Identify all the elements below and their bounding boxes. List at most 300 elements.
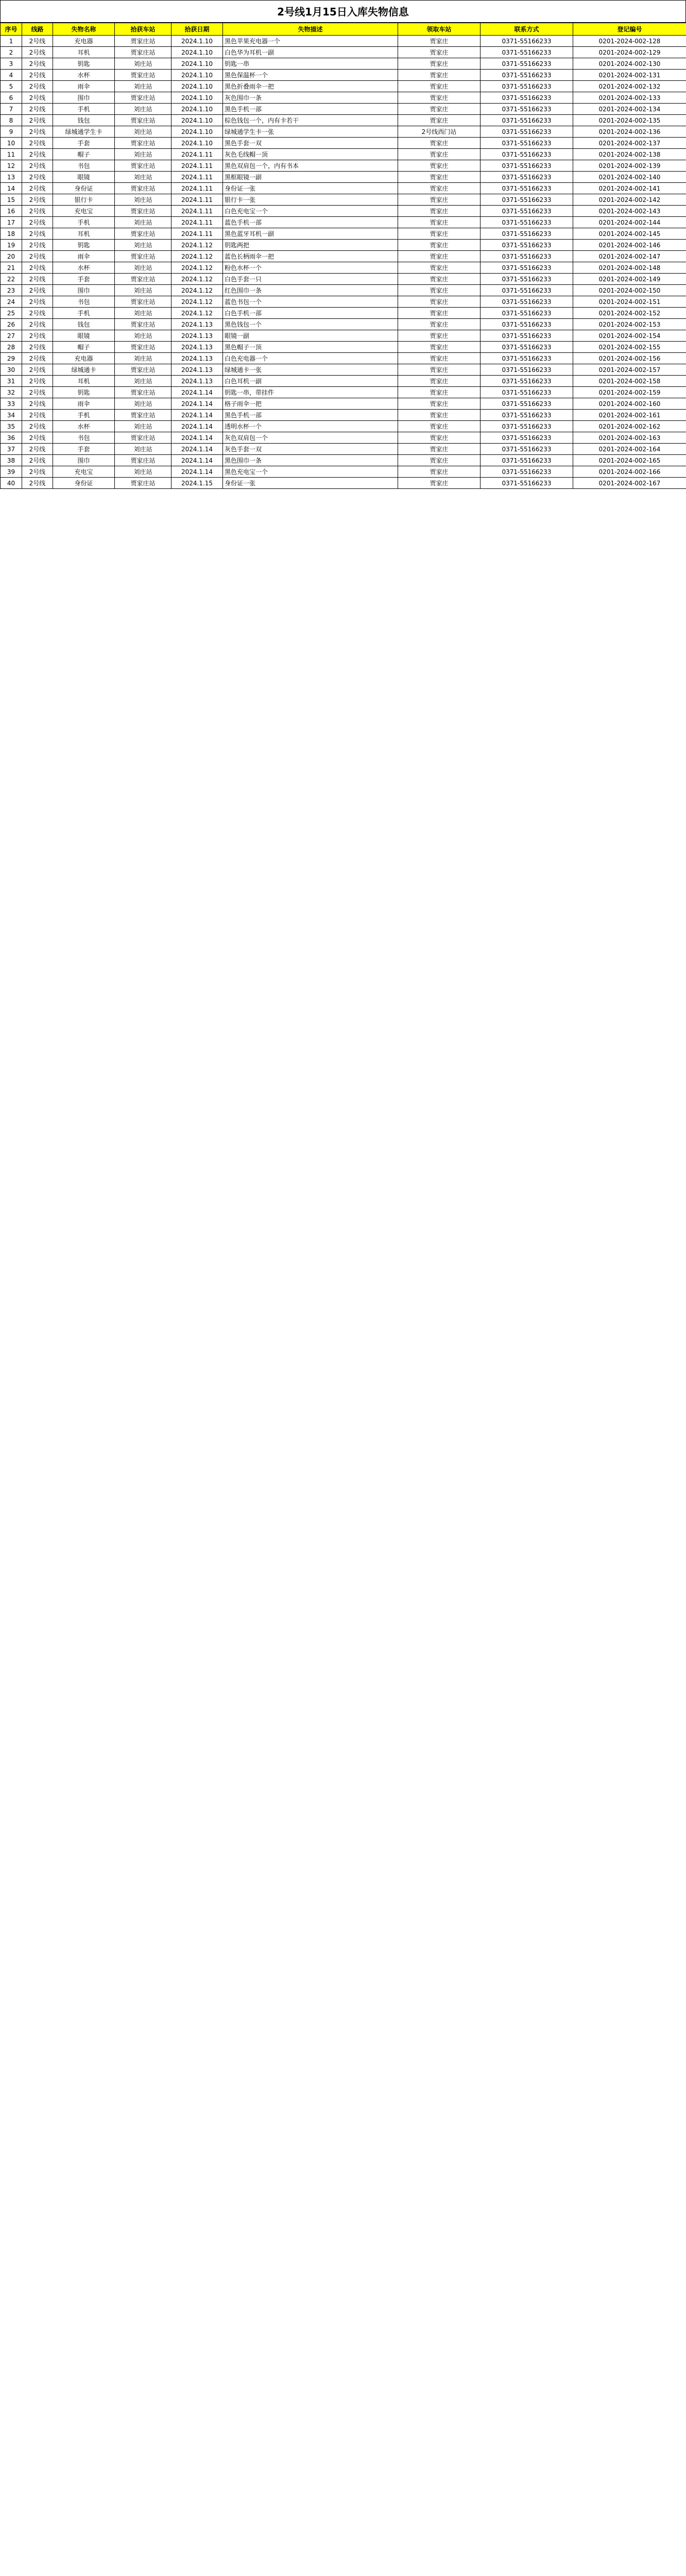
row-number: 21: [1, 262, 22, 274]
register-code-cell: 0201-2024-002-143: [573, 206, 686, 217]
found-station-cell: 刘庄站: [115, 466, 172, 478]
row-number: 14: [1, 183, 22, 194]
found-date-cell: 2024.1.14: [172, 421, 223, 432]
description-cell: 黑色蓝牙耳机一副: [223, 228, 398, 240]
table-row: [1, 478, 686, 489]
register-code-cell: 0201-2024-002-155: [573, 342, 686, 353]
contact-cell: 0371-55166233: [481, 92, 573, 104]
table-row: [1, 262, 686, 274]
contact-cell: 0371-55166233: [481, 364, 573, 376]
description-cell: 蓝色书包一个: [223, 296, 398, 308]
description-cell: 蓝色长柄雨伞一把: [223, 251, 398, 262]
line-cell: 2号线: [22, 274, 53, 285]
found-station-cell: 刘庄站: [115, 172, 172, 183]
item-name-cell: 围巾: [53, 455, 115, 466]
found-date-cell: 2024.1.11: [172, 217, 223, 228]
claim-station-cell: 贾家庄: [398, 466, 481, 478]
found-station-cell: 刘庄站: [115, 398, 172, 410]
column-header: 序号: [1, 23, 22, 36]
claim-station-cell: 贾家庄: [398, 172, 481, 183]
found-station-cell: 贾家庄站: [115, 364, 172, 376]
row-number: 38: [1, 455, 22, 466]
line-cell: 2号线: [22, 387, 53, 398]
found-station-cell: 贾家庄站: [115, 47, 172, 58]
found-date-cell: 2024.1.15: [172, 478, 223, 489]
description-cell: 灰色手套一双: [223, 444, 398, 455]
register-code-cell: 0201-2024-002-148: [573, 262, 686, 274]
found-date-cell: 2024.1.13: [172, 319, 223, 330]
found-station-cell: 刘庄站: [115, 126, 172, 138]
found-station-cell: 刘庄站: [115, 330, 172, 342]
description-cell: 黑色折叠雨伞一把: [223, 81, 398, 92]
row-number: 28: [1, 342, 22, 353]
contact-cell: 0371-55166233: [481, 444, 573, 455]
found-date-cell: 2024.1.12: [172, 285, 223, 296]
description-cell: 眼镜一副: [223, 330, 398, 342]
table-row: [1, 455, 686, 466]
found-station-cell: 刘庄站: [115, 58, 172, 70]
register-code-cell: 0201-2024-002-129: [573, 47, 686, 58]
table-row: [1, 47, 686, 58]
found-station-cell: 贾家庄站: [115, 206, 172, 217]
table-row: [1, 183, 686, 194]
contact-cell: 0371-55166233: [481, 262, 573, 274]
register-code-cell: 0201-2024-002-147: [573, 251, 686, 262]
register-code-cell: 0201-2024-002-163: [573, 432, 686, 444]
contact-cell: 0371-55166233: [481, 47, 573, 58]
line-cell: 2号线: [22, 126, 53, 138]
register-code-cell: 0201-2024-002-162: [573, 421, 686, 432]
table-body: [1, 36, 686, 489]
item-name-cell: 围巾: [53, 92, 115, 104]
table-row: [1, 342, 686, 353]
row-number: 12: [1, 160, 22, 172]
found-date-cell: 2024.1.13: [172, 330, 223, 342]
description-cell: 白色华为耳机一副: [223, 47, 398, 58]
line-cell: 2号线: [22, 296, 53, 308]
row-number: 27: [1, 330, 22, 342]
description-cell: 黑色手机一部: [223, 104, 398, 115]
line-cell: 2号线: [22, 308, 53, 319]
claim-station-cell: 贾家庄: [398, 376, 481, 387]
line-cell: 2号线: [22, 444, 53, 455]
claim-station-cell: 贾家庄: [398, 138, 481, 149]
header-row: [1, 23, 686, 36]
description-cell: 透明水杯一个: [223, 421, 398, 432]
row-number: 9: [1, 126, 22, 138]
contact-cell: 0371-55166233: [481, 70, 573, 81]
line-cell: 2号线: [22, 70, 53, 81]
found-station-cell: 刘庄站: [115, 149, 172, 160]
found-station-cell: 贾家庄站: [115, 387, 172, 398]
line-cell: 2号线: [22, 319, 53, 330]
claim-station-cell: 贾家庄: [398, 421, 481, 432]
description-cell: 灰色围巾一条: [223, 92, 398, 104]
item-name-cell: 雨伞: [53, 81, 115, 92]
found-station-cell: 贾家庄站: [115, 478, 172, 489]
line-cell: 2号线: [22, 138, 53, 149]
description-cell: 钥匙一串: [223, 58, 398, 70]
description-cell: 格子雨伞一把: [223, 398, 398, 410]
claim-station-cell: 贾家庄: [398, 478, 481, 489]
found-station-cell: 贾家庄站: [115, 183, 172, 194]
line-cell: 2号线: [22, 228, 53, 240]
found-date-cell: 2024.1.12: [172, 240, 223, 251]
table-row: [1, 251, 686, 262]
found-station-cell: 贾家庄站: [115, 319, 172, 330]
found-station-cell: 刘庄站: [115, 353, 172, 364]
found-station-cell: 刘庄站: [115, 240, 172, 251]
line-cell: 2号线: [22, 206, 53, 217]
line-cell: 2号线: [22, 478, 53, 489]
table-row: [1, 353, 686, 364]
found-station-cell: 刘庄站: [115, 81, 172, 92]
register-code-cell: 0201-2024-002-134: [573, 104, 686, 115]
table-row: [1, 364, 686, 376]
contact-cell: 0371-55166233: [481, 240, 573, 251]
item-name-cell: 围巾: [53, 285, 115, 296]
item-name-cell: 钥匙: [53, 387, 115, 398]
description-cell: 身份证一张: [223, 183, 398, 194]
found-station-cell: 贾家庄站: [115, 410, 172, 421]
contact-cell: 0371-55166233: [481, 478, 573, 489]
item-name-cell: 手机: [53, 308, 115, 319]
column-header: 失物描述: [223, 23, 398, 36]
contact-cell: 0371-55166233: [481, 342, 573, 353]
column-header: 领取车站: [398, 23, 481, 36]
claim-station-cell: 2号线西门站: [398, 126, 481, 138]
contact-cell: 0371-55166233: [481, 353, 573, 364]
row-number: 37: [1, 444, 22, 455]
line-cell: 2号线: [22, 47, 53, 58]
contact-cell: 0371-55166233: [481, 432, 573, 444]
contact-cell: 0371-55166233: [481, 330, 573, 342]
item-name-cell: 眼镜: [53, 330, 115, 342]
item-name-cell: 耳机: [53, 228, 115, 240]
column-header: 拾获车站: [115, 23, 172, 36]
claim-station-cell: 贾家庄: [398, 115, 481, 126]
description-cell: 白色手机一部: [223, 308, 398, 319]
line-cell: 2号线: [22, 36, 53, 47]
item-name-cell: 帽子: [53, 149, 115, 160]
row-number: 13: [1, 172, 22, 183]
row-number: 35: [1, 421, 22, 432]
row-number: 18: [1, 228, 22, 240]
contact-cell: 0371-55166233: [481, 410, 573, 421]
table-row: [1, 319, 686, 330]
claim-station-cell: 贾家庄: [398, 47, 481, 58]
item-name-cell: 雨伞: [53, 398, 115, 410]
row-number: 26: [1, 319, 22, 330]
row-number: 7: [1, 104, 22, 115]
found-station-cell: 贾家庄站: [115, 92, 172, 104]
line-cell: 2号线: [22, 172, 53, 183]
found-station-cell: 贾家庄站: [115, 342, 172, 353]
claim-station-cell: 贾家庄: [398, 308, 481, 319]
found-date-cell: 2024.1.10: [172, 115, 223, 126]
found-date-cell: 2024.1.13: [172, 376, 223, 387]
item-name-cell: 钱包: [53, 115, 115, 126]
contact-cell: 0371-55166233: [481, 387, 573, 398]
table-row: [1, 160, 686, 172]
claim-station-cell: 贾家庄: [398, 353, 481, 364]
column-header: 线路: [22, 23, 53, 36]
description-cell: 红色围巾一条: [223, 285, 398, 296]
found-station-cell: 贾家庄站: [115, 70, 172, 81]
contact-cell: 0371-55166233: [481, 58, 573, 70]
line-cell: 2号线: [22, 81, 53, 92]
row-number: 16: [1, 206, 22, 217]
item-name-cell: 充电器: [53, 353, 115, 364]
found-date-cell: 2024.1.11: [172, 206, 223, 217]
line-cell: 2号线: [22, 410, 53, 421]
register-code-cell: 0201-2024-002-166: [573, 466, 686, 478]
claim-station-cell: 贾家庄: [398, 160, 481, 172]
found-station-cell: 刘庄站: [115, 421, 172, 432]
table-row: [1, 296, 686, 308]
found-station-cell: 贾家庄站: [115, 228, 172, 240]
found-station-cell: 刘庄站: [115, 104, 172, 115]
claim-station-cell: 贾家庄: [398, 183, 481, 194]
description-cell: 棕色钱包一个，内有卡若干: [223, 115, 398, 126]
register-code-cell: 0201-2024-002-132: [573, 81, 686, 92]
description-cell: 钥匙两把: [223, 240, 398, 251]
description-cell: 黑色双肩包一个，内有书本: [223, 160, 398, 172]
contact-cell: 0371-55166233: [481, 194, 573, 206]
table-row: [1, 330, 686, 342]
found-date-cell: 2024.1.10: [172, 81, 223, 92]
item-name-cell: 钥匙: [53, 58, 115, 70]
register-code-cell: 0201-2024-002-167: [573, 478, 686, 489]
item-name-cell: 雨伞: [53, 251, 115, 262]
line-cell: 2号线: [22, 194, 53, 206]
table-row: [1, 398, 686, 410]
register-code-cell: 0201-2024-002-145: [573, 228, 686, 240]
found-date-cell: 2024.1.14: [172, 398, 223, 410]
item-name-cell: 钥匙: [53, 240, 115, 251]
line-cell: 2号线: [22, 342, 53, 353]
register-code-cell: 0201-2024-002-151: [573, 296, 686, 308]
register-code-cell: 0201-2024-002-136: [573, 126, 686, 138]
register-code-cell: 0201-2024-002-135: [573, 115, 686, 126]
description-cell: 黑色帽子一顶: [223, 342, 398, 353]
found-station-cell: 贾家庄站: [115, 274, 172, 285]
row-number: 5: [1, 81, 22, 92]
contact-cell: 0371-55166233: [481, 296, 573, 308]
item-name-cell: 耳机: [53, 376, 115, 387]
table-row: [1, 466, 686, 478]
line-cell: 2号线: [22, 240, 53, 251]
table-row: [1, 410, 686, 421]
found-date-cell: 2024.1.12: [172, 274, 223, 285]
register-code-cell: 0201-2024-002-156: [573, 353, 686, 364]
claim-station-cell: 贾家庄: [398, 36, 481, 47]
contact-cell: 0371-55166233: [481, 466, 573, 478]
register-code-cell: 0201-2024-002-138: [573, 149, 686, 160]
table-row: [1, 308, 686, 319]
row-number: 1: [1, 36, 22, 47]
contact-cell: 0371-55166233: [481, 149, 573, 160]
contact-cell: 0371-55166233: [481, 228, 573, 240]
lost-items-table: [0, 23, 686, 489]
table-row: [1, 36, 686, 47]
item-name-cell: 水杯: [53, 421, 115, 432]
claim-station-cell: 贾家庄: [398, 70, 481, 81]
claim-station-cell: 贾家庄: [398, 251, 481, 262]
found-date-cell: 2024.1.13: [172, 342, 223, 353]
description-cell: 白色充电宝一个: [223, 206, 398, 217]
register-code-cell: 0201-2024-002-161: [573, 410, 686, 421]
found-date-cell: 2024.1.14: [172, 444, 223, 455]
table-row: [1, 228, 686, 240]
register-code-cell: 0201-2024-002-153: [573, 319, 686, 330]
line-cell: 2号线: [22, 398, 53, 410]
row-number: 36: [1, 432, 22, 444]
item-name-cell: 身份证: [53, 183, 115, 194]
found-date-cell: 2024.1.10: [172, 104, 223, 115]
table-row: [1, 58, 686, 70]
row-number: 39: [1, 466, 22, 478]
contact-cell: 0371-55166233: [481, 81, 573, 92]
contact-cell: 0371-55166233: [481, 274, 573, 285]
lost-items-sheet: [0, 0, 686, 489]
register-code-cell: 0201-2024-002-150: [573, 285, 686, 296]
found-station-cell: 贾家庄站: [115, 455, 172, 466]
found-station-cell: 刘庄站: [115, 308, 172, 319]
row-number: 24: [1, 296, 22, 308]
row-number: 11: [1, 149, 22, 160]
description-cell: 黑色充电宝一个: [223, 466, 398, 478]
item-name-cell: 充电宝: [53, 466, 115, 478]
found-date-cell: 2024.1.13: [172, 364, 223, 376]
claim-station-cell: 贾家庄: [398, 410, 481, 421]
found-station-cell: 刘庄站: [115, 376, 172, 387]
line-cell: 2号线: [22, 285, 53, 296]
contact-cell: 0371-55166233: [481, 217, 573, 228]
register-code-cell: 0201-2024-002-131: [573, 70, 686, 81]
line-cell: 2号线: [22, 149, 53, 160]
item-name-cell: 眼镜: [53, 172, 115, 183]
line-cell: 2号线: [22, 92, 53, 104]
item-name-cell: 耳机: [53, 47, 115, 58]
register-code-cell: 0201-2024-002-144: [573, 217, 686, 228]
found-date-cell: 2024.1.14: [172, 432, 223, 444]
table-row: [1, 126, 686, 138]
found-station-cell: 刘庄站: [115, 217, 172, 228]
row-number: 30: [1, 364, 22, 376]
item-name-cell: 书包: [53, 296, 115, 308]
register-code-cell: 0201-2024-002-165: [573, 455, 686, 466]
table-row: [1, 285, 686, 296]
found-date-cell: 2024.1.10: [172, 36, 223, 47]
contact-cell: 0371-55166233: [481, 183, 573, 194]
row-number: 32: [1, 387, 22, 398]
claim-station-cell: 贾家庄: [398, 58, 481, 70]
claim-station-cell: 贾家庄: [398, 387, 481, 398]
item-name-cell: 水杯: [53, 262, 115, 274]
item-name-cell: 手套: [53, 274, 115, 285]
contact-cell: 0371-55166233: [481, 455, 573, 466]
line-cell: 2号线: [22, 376, 53, 387]
table-row: [1, 149, 686, 160]
item-name-cell: 银行卡: [53, 194, 115, 206]
register-code-cell: 0201-2024-002-142: [573, 194, 686, 206]
found-date-cell: 2024.1.11: [172, 172, 223, 183]
claim-station-cell: 贾家庄: [398, 364, 481, 376]
item-name-cell: 手机: [53, 104, 115, 115]
row-number: 17: [1, 217, 22, 228]
row-number: 23: [1, 285, 22, 296]
line-cell: 2号线: [22, 455, 53, 466]
item-name-cell: 手机: [53, 410, 115, 421]
found-date-cell: 2024.1.10: [172, 92, 223, 104]
table-row: [1, 138, 686, 149]
line-cell: 2号线: [22, 466, 53, 478]
description-cell: 钥匙一串，带挂件: [223, 387, 398, 398]
register-code-cell: 0201-2024-002-141: [573, 183, 686, 194]
found-station-cell: 贾家庄站: [115, 138, 172, 149]
register-code-cell: 0201-2024-002-140: [573, 172, 686, 183]
found-date-cell: 2024.1.12: [172, 296, 223, 308]
row-number: 19: [1, 240, 22, 251]
item-name-cell: 身份证: [53, 478, 115, 489]
claim-station-cell: 贾家庄: [398, 81, 481, 92]
description-cell: 灰色毛线帽一顶: [223, 149, 398, 160]
register-code-cell: 0201-2024-002-152: [573, 308, 686, 319]
contact-cell: 0371-55166233: [481, 319, 573, 330]
claim-station-cell: 贾家庄: [398, 217, 481, 228]
table-row: [1, 240, 686, 251]
row-number: 40: [1, 478, 22, 489]
line-cell: 2号线: [22, 353, 53, 364]
table-row: [1, 206, 686, 217]
contact-cell: 0371-55166233: [481, 172, 573, 183]
line-cell: 2号线: [22, 104, 53, 115]
claim-station-cell: 贾家庄: [398, 432, 481, 444]
claim-station-cell: 贾家庄: [398, 92, 481, 104]
row-number: 4: [1, 70, 22, 81]
line-cell: 2号线: [22, 432, 53, 444]
table-row: [1, 217, 686, 228]
claim-station-cell: 贾家庄: [398, 285, 481, 296]
description-cell: 银行卡一张: [223, 194, 398, 206]
row-number: 29: [1, 353, 22, 364]
register-code-cell: 0201-2024-002-137: [573, 138, 686, 149]
register-code-cell: 0201-2024-002-146: [573, 240, 686, 251]
line-cell: 2号线: [22, 330, 53, 342]
found-station-cell: 刘庄站: [115, 285, 172, 296]
claim-station-cell: 贾家庄: [398, 319, 481, 330]
found-station-cell: 贾家庄站: [115, 36, 172, 47]
sheet-title: 2号线1月15日入库失物信息: [0, 0, 686, 23]
description-cell: 黑色手套一双: [223, 138, 398, 149]
line-cell: 2号线: [22, 364, 53, 376]
contact-cell: 0371-55166233: [481, 285, 573, 296]
description-cell: 黑色保温杯一个: [223, 70, 398, 81]
row-number: 2: [1, 47, 22, 58]
line-cell: 2号线: [22, 251, 53, 262]
contact-cell: 0371-55166233: [481, 308, 573, 319]
item-name-cell: 绿城通卡: [53, 364, 115, 376]
claim-station-cell: 贾家庄: [398, 455, 481, 466]
line-cell: 2号线: [22, 421, 53, 432]
found-date-cell: 2024.1.11: [172, 228, 223, 240]
register-code-cell: 0201-2024-002-130: [573, 58, 686, 70]
row-number: 34: [1, 410, 22, 421]
found-date-cell: 2024.1.13: [172, 353, 223, 364]
contact-cell: 0371-55166233: [481, 126, 573, 138]
claim-station-cell: 贾家庄: [398, 444, 481, 455]
